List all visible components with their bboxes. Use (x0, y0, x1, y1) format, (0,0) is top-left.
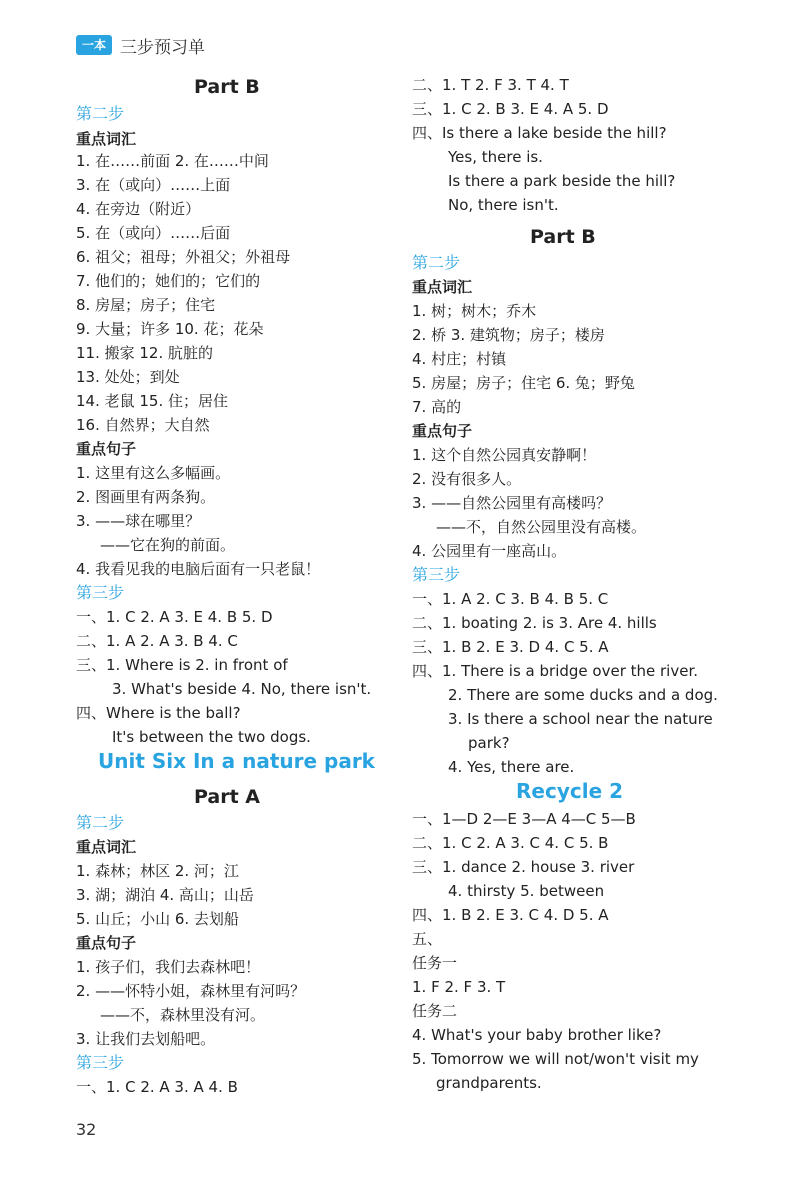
answer-line: No, there isn't. (448, 196, 559, 214)
vocab-line: 1. 森林；林区 2. 河；江 (76, 862, 239, 880)
sentences-heading: 重点句子 (412, 422, 473, 440)
vocab-line: 9. 大量；许多 10. 花；花朵 (76, 320, 264, 338)
sentence-line: 1. 这个自然公园真安静啊！ (412, 446, 597, 464)
vocab-line: 14. 老鼠 15. 住；居住 (76, 392, 229, 410)
answer-line: grandparents. (436, 1074, 542, 1092)
answer-line: park? (468, 734, 510, 752)
vocab-line: 3. 湖；湖泊 4. 高山；山岳 (76, 886, 254, 904)
sentence-line: ——不，森林里没有河。 (100, 1006, 266, 1024)
step-two-heading: 第二步 (76, 813, 125, 832)
vocab-line: 4. 在旁边（附近） (76, 200, 201, 218)
vocab-line: 5. 山丘；小山 6. 去划船 (76, 910, 239, 928)
answer-line: 四、Is there a lake beside the hill? (412, 124, 667, 142)
answer-line: 三、1. C 2. B 3. E 4. A 5. D (412, 100, 609, 118)
vocab-line: 7. 他们的；她们的；它们的 (76, 272, 261, 290)
answer-line: 一、1—D 2—E 3—A 4—C 5—B (412, 810, 636, 828)
answer-line: 三、1. B 2. E 3. D 4. C 5. A (412, 638, 609, 656)
answer-line: 二、1. boating 2. is 3. Are 4. hills (412, 614, 657, 632)
sentence-line: 4. 我看见我的电脑后面有一只老鼠！ (76, 560, 321, 578)
answer-line: 一、1. A 2. C 3. B 4. B 5. C (412, 590, 609, 608)
vocab-line: 16. 自然界；大自然 (76, 416, 210, 434)
answer-line: 三、1. Where is 2. in front of (76, 656, 288, 674)
answer-line: 一、1. C 2. A 3. E 4. B 5. D (76, 608, 273, 626)
answer-line: Yes, there is. (448, 148, 543, 166)
step-three-heading: 第三步 (76, 583, 125, 602)
sentence-line: 1. 这里有这么多幅画。 (76, 464, 231, 482)
answer-line: 一、1. C 2. A 3. A 4. B (76, 1078, 238, 1096)
answer-line: 四、Where is the ball? (76, 704, 241, 722)
sentences-heading: 重点句子 (76, 440, 137, 458)
answer-line: 五、 (412, 930, 443, 948)
task-heading: 任务一 (412, 954, 458, 972)
vocab-line: 11. 搬家 12. 肮脏的 (76, 344, 214, 362)
page-number: 32 (76, 1120, 97, 1139)
vocab-line: 3. 在（或向）……上面 (76, 176, 231, 194)
step-two-heading: 第二步 (412, 253, 461, 272)
vocab-line: 1. 在……前面 2. 在……中间 (76, 152, 269, 170)
answer-line: 二、1. A 2. A 3. B 4. C (76, 632, 238, 650)
vocab-line: 6. 祖父；祖母；外祖父；外祖母 (76, 248, 291, 266)
vocab-heading: 重点词汇 (76, 838, 137, 856)
sentence-line: 3. 让我们去划船吧。 (76, 1030, 216, 1048)
sentence-line: 3. ——球在哪里？ (76, 512, 201, 530)
part-a-title: Part A (194, 786, 261, 808)
sentence-line: 2. ——怀特小姐，森林里有河吗？ (76, 982, 306, 1000)
sentence-line: 1. 孩子们，我们去森林吧！ (76, 958, 261, 976)
answer-line: 四、1. There is a bridge over the river. (412, 662, 699, 680)
unit-title: Unit Six In a nature park (98, 749, 375, 773)
vocab-heading: 重点词汇 (76, 130, 137, 148)
recycle-title: Recycle 2 (516, 779, 624, 803)
step-three-heading: 第三步 (76, 1053, 125, 1072)
answer-line: 四、1. B 2. E 3. C 4. D 5. A (412, 906, 609, 924)
vocab-line: 2. 桥 3. 建筑物；房子；楼房 (412, 326, 605, 344)
brand-logo: 一本 (76, 35, 112, 55)
task-heading: 任务二 (412, 1002, 458, 1020)
vocab-line: 8. 房屋；房子；住宅 (76, 296, 216, 314)
answer-line: 二、1. T 2. F 3. T 4. T (412, 76, 569, 94)
answer-line: Is there a park beside the hill? (448, 172, 676, 190)
book-title: 三步预习单 (120, 37, 206, 58)
answer-line: 2. There are some ducks and a dog. (448, 686, 718, 704)
vocab-line: 5. 房屋；房子；住宅 6. 兔；野兔 (412, 374, 635, 392)
vocab-line: 1. 树；树木；乔木 (412, 302, 537, 320)
answer-line: 3. What's beside 4. No, there isn't. (112, 680, 372, 698)
answer-line: 二、1. C 2. A 3. C 4. C 5. B (412, 834, 609, 852)
step-two-heading: 第二步 (76, 104, 125, 123)
sentence-line: 3. ——自然公园里有高楼吗？ (412, 494, 612, 512)
answer-line: 4. thirsty 5. between (448, 882, 605, 900)
sentence-line: ——它在狗的前面。 (100, 536, 236, 554)
vocab-line: 13. 处处；到处 (76, 368, 180, 386)
vocab-line: 7. 高的 (412, 398, 462, 416)
answer-line: 1. F 2. F 3. T (412, 978, 506, 996)
step-three-heading: 第三步 (412, 565, 461, 584)
sentences-heading: 重点句子 (76, 934, 137, 952)
part-b-title: Part B (530, 226, 596, 248)
sentence-line: 4. 公园里有一座高山。 (412, 542, 567, 560)
answer-line: 三、1. dance 2. house 3. river (412, 858, 635, 876)
part-b-title: Part B (194, 76, 260, 98)
answer-line: 4. What's your baby brother like? (412, 1026, 662, 1044)
page-header (76, 32, 205, 58)
answer-line: 3. Is there a school near the nature (448, 710, 713, 728)
sentence-line: ——不，自然公园里没有高楼。 (436, 518, 647, 536)
vocab-line: 4. 村庄；村镇 (412, 350, 507, 368)
answer-line: It's between the two dogs. (112, 728, 311, 746)
sentence-line: 2. 没有很多人。 (412, 470, 522, 488)
vocab-line: 5. 在（或向）……后面 (76, 224, 231, 242)
answer-line: 5. Tomorrow we will not/won't visit my (412, 1050, 699, 1068)
sentence-line: 2. 图画里有两条狗。 (76, 488, 216, 506)
answer-line: 4. Yes, there are. (448, 758, 575, 776)
vocab-heading: 重点词汇 (412, 278, 473, 296)
